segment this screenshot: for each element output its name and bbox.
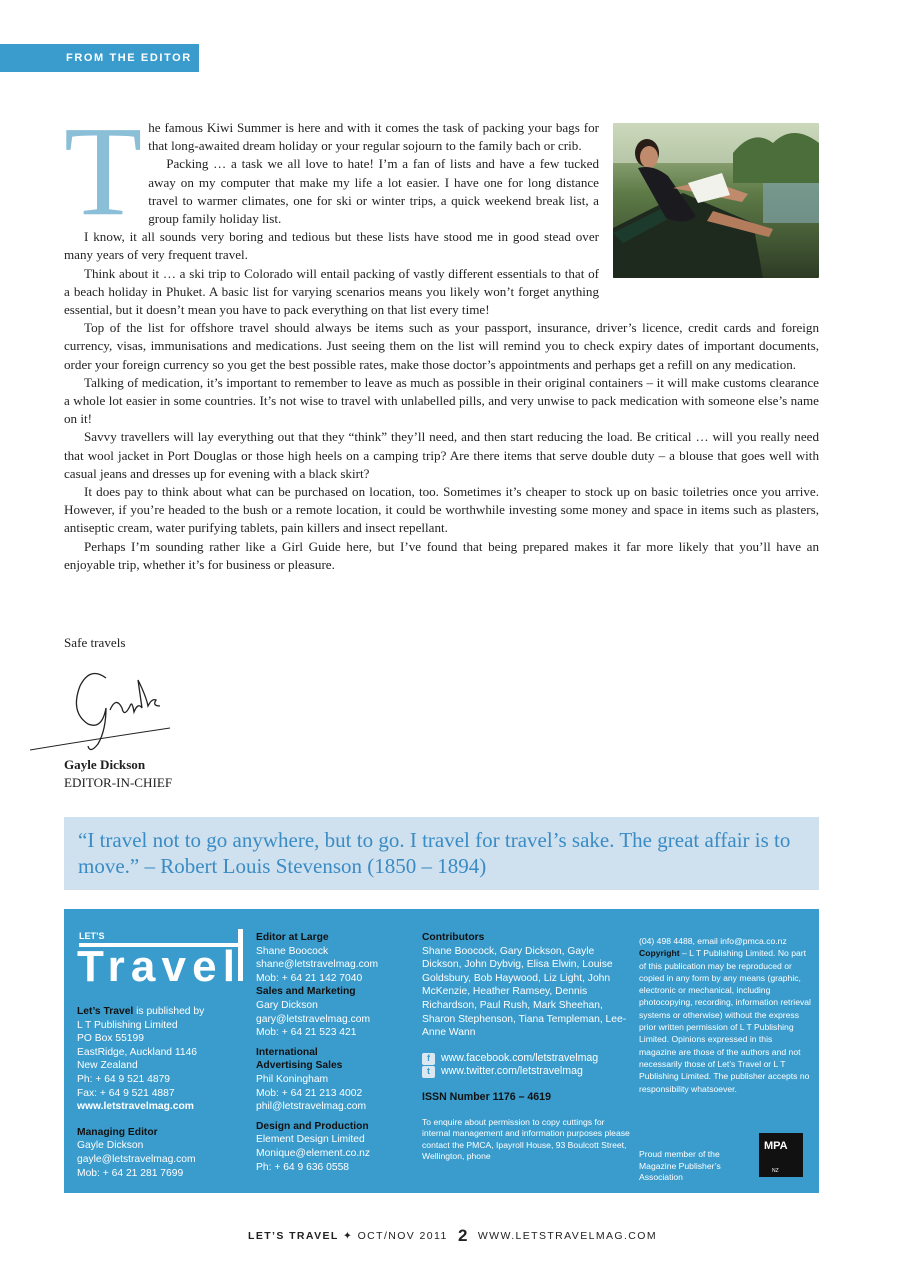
twitter-link[interactable]: www.twitter.com/letstravelmag — [441, 1065, 583, 1078]
publisher-line: Ph: + 64 9 521 4879 — [77, 1073, 171, 1085]
facebook-link[interactable]: www.facebook.com/letstravelmag — [441, 1051, 599, 1064]
staff-line: Element Design Limited — [256, 1134, 365, 1146]
footer-website[interactable]: WWW.LETSTRAVELMAG.COM — [477, 1230, 657, 1242]
footer-separator: ✦ — [343, 1230, 354, 1242]
article-paragraph: It does pay to think about what can be purchased on location, too. Sometimes it’s cheaper to stock up on basic toiletries once you arrive. However, if you’re headed to the bush or a remote location, it could be worthwhile investing some money and space in items such as plasters, antiseptic cream, water purifying tablets, pain killers and insect repellant. — [64, 484, 819, 536]
staff-line: Mob: + 64 21 213 4002 — [256, 1087, 363, 1099]
staff-line: Mob: + 64 21 142 7040 — [256, 972, 363, 984]
twitter-row[interactable] — [422, 1065, 630, 1079]
article-paragraph: Think about it … a ski trip to Colorado will entail packing of vastly different essentials to that of a beach holiday in Phuket. A basic list for varying scenarios means you likely won’t forget anything essential, but it doesn’t mean you have to pack everything on that list every time! — [64, 265, 599, 318]
signoff: Safe travels — [64, 635, 126, 650]
mpa-badge-sub: NZ — [772, 1168, 779, 1174]
design-heading: Design and Production — [256, 1120, 369, 1132]
article-paragraph: Perhaps I’m sounding rather like a Girl Guide here, but I’ve found that being prepared makes it far more likely that you’ll have an enjoyable trip, whether it’s for business or pleasure. — [64, 538, 819, 572]
sales-heading: Sales and Marketing — [256, 986, 356, 998]
advertising-heading-2: Advertising Sales — [256, 1060, 343, 1072]
issn-number: ISSN Number 1176 – 4619 — [422, 1090, 551, 1103]
website-link[interactable]: www.letstravelmag.com — [77, 1101, 194, 1113]
copyright-column — [639, 935, 811, 1095]
section-label: FROM THE EDITOR — [0, 44, 199, 72]
mpa-badge-text: MPA — [764, 1140, 788, 1152]
managing-editor-line: Gayle Dickson — [77, 1140, 144, 1152]
twitter-icon: t — [422, 1066, 435, 1078]
staff-email[interactable]: gary@letstravelmag.com — [256, 1013, 371, 1025]
article-paragraph: Savvy travellers will lay everything out that they “think” they’ll need, and then start reducing the load. Be critical … will you really need that wool jacket in Port Douglas or those high heels on a camping trip? Are there items that serve double duty – a blouse that goes well with casual jeans and dresses up for evening with a black skirt? — [64, 429, 819, 481]
copyright-label: Copyright — [639, 948, 680, 959]
facebook-row[interactable] — [422, 1052, 630, 1066]
publisher-line: EastRidge, Auckland 1146 — [77, 1046, 198, 1058]
staff-email[interactable]: shane@letstravelmag.com — [256, 959, 379, 971]
article-paragraph: Talking of medication, it’s important to remember to leave as much as possible in their original containers – it will make customs clearance a whole lot easier in some countries. It’s not wise to travel with unlabelled pills, and very unwise to pack medication with someone else’s name on it! — [64, 374, 819, 427]
quote-text: “I travel not to go anywhere, but to go. I travel for travel’s sake. The great affair is to move.” – Robert Louis Stevenson (1850 – 1894) — [78, 828, 791, 878]
publisher-line: New Zealand — [77, 1060, 138, 1072]
copy-permission-text: To enquire about permission to copy cuttings for internal management and information purposes please contact the PMCA, Ipayroll House, 93 Boulcott Street, Wellington, phone — [422, 1116, 630, 1162]
contributors-column — [422, 931, 630, 1163]
signature-image — [28, 660, 188, 755]
managing-editor-line: Mob: + 64 21 281 7699 — [77, 1167, 184, 1179]
page-number: 2 — [458, 1226, 468, 1245]
publisher-line: PO Box 55199 — [77, 1033, 144, 1045]
signer-title: EDITOR-IN-CHIEF — [64, 775, 173, 790]
masthead-box — [64, 909, 819, 1193]
staff-email[interactable]: phil@letstravelmag.com — [256, 1101, 367, 1113]
editor-photo — [613, 123, 819, 278]
article-paragraph: Top of the list for offshore travel should always be items such as your passport, insurance, driver’s licence, credit cards and foreign currency, visas, immunisations and medications. Just seeing them on the list will remind you to check expiry dates of important documents, order your foreign currency so you get the best possible rates, make those doctor’s appointments and perhaps get a refill on any medication. — [64, 320, 819, 372]
advertising-heading: International — [256, 1046, 318, 1058]
staff-line: Phil Koningham — [256, 1073, 329, 1085]
lets-travel-logo — [77, 929, 245, 985]
staff-line: Gary Dickson — [256, 999, 318, 1011]
staff-line: Shane Boocock — [256, 945, 329, 957]
pmca-contact: (04) 498 4488, email info@pmca.co.nz — [639, 936, 787, 946]
mpa-badge — [759, 1133, 803, 1177]
drop-cap: T — [64, 100, 143, 242]
contributors-list: Shane Boocock, Gary Dickson, Gayle Dickson, John Dybvig, Elisa Elwin, Louise Goldsbury, Bob Haywood, Liz Light, John McKenzie, Heather Ramsey, Dennis Richardson, Paul Rush, Mark Sheehan, Sharon Stephenson, Tiana Templeman, Lee-Anne Wann — [422, 945, 627, 1039]
publisher-column — [77, 1005, 252, 1180]
editorial-article — [64, 100, 819, 574]
managing-editor-email[interactable]: gayle@letstravelmag.com — [77, 1153, 196, 1165]
staff-email[interactable]: Monique@element.co.nz — [256, 1147, 371, 1159]
publisher-brand: Let’s Travel — [77, 1006, 134, 1017]
logo-small-text: LET’S — [79, 931, 105, 941]
article-paragraph: he famous Kiwi Summer is here and with it comes the task of packing your bags for that long-awaited dream holiday or your regular sojourn to the family bach or crib. — [148, 120, 599, 154]
logo-big-text: Travel — [77, 942, 235, 985]
staff-line: Mob: + 64 21 523 421 — [256, 1027, 357, 1039]
staff-line: Ph: + 64 9 636 0558 — [256, 1161, 350, 1173]
copyright-text: – L T Publishing Limited. No part of this publication may be reproduced or copied in any form by any means (graphic, electronic or mechanical, including photocopying, recording, information retrieval systems or otherwise) without the express prior written permission of L T Publishing Limited. Opinions expressed in this magazine are those of the authors and not necessarily those of Let’s Travel or L T Publishing Limited. The publisher accepts no responsibility whatsoever. — [639, 948, 811, 1094]
published-by-text: is published by — [133, 1006, 205, 1017]
signer-name: Gayle Dickson — [64, 757, 146, 772]
footer-brand: LET’S TRAVEL — [248, 1230, 339, 1242]
footer-issue: OCT/NOV 2011 — [357, 1230, 448, 1242]
staff-column — [256, 931, 406, 1174]
facebook-icon: f — [422, 1053, 435, 1065]
article-paragraph: Packing … a task we all love to hate! I’m a fan of lists and have a few tucked away on my computer that make my life a lot easier. I have one for long distance travel to warmer climates, one for ski or winter trips, a quick weekend break list, a group family holiday list. — [148, 156, 599, 227]
proud-member-text: Proud member of the Magazine Publisher’s Association — [639, 1149, 721, 1183]
publisher-line: Fax: + 64 9 521 4887 — [77, 1087, 175, 1099]
managing-editor-heading: Managing Editor — [77, 1126, 158, 1138]
article-paragraph: I know, it all sounds very boring and tedious but these lists have stood me in good stead over many years of very frequent travel. — [64, 229, 599, 263]
contributors-heading: Contributors — [422, 932, 485, 943]
page-footer — [0, 1226, 905, 1246]
quote-box — [64, 817, 819, 890]
editor-at-large-heading: Editor at Large — [256, 932, 329, 943]
publisher-line: L T Publishing Limited — [77, 1019, 178, 1031]
